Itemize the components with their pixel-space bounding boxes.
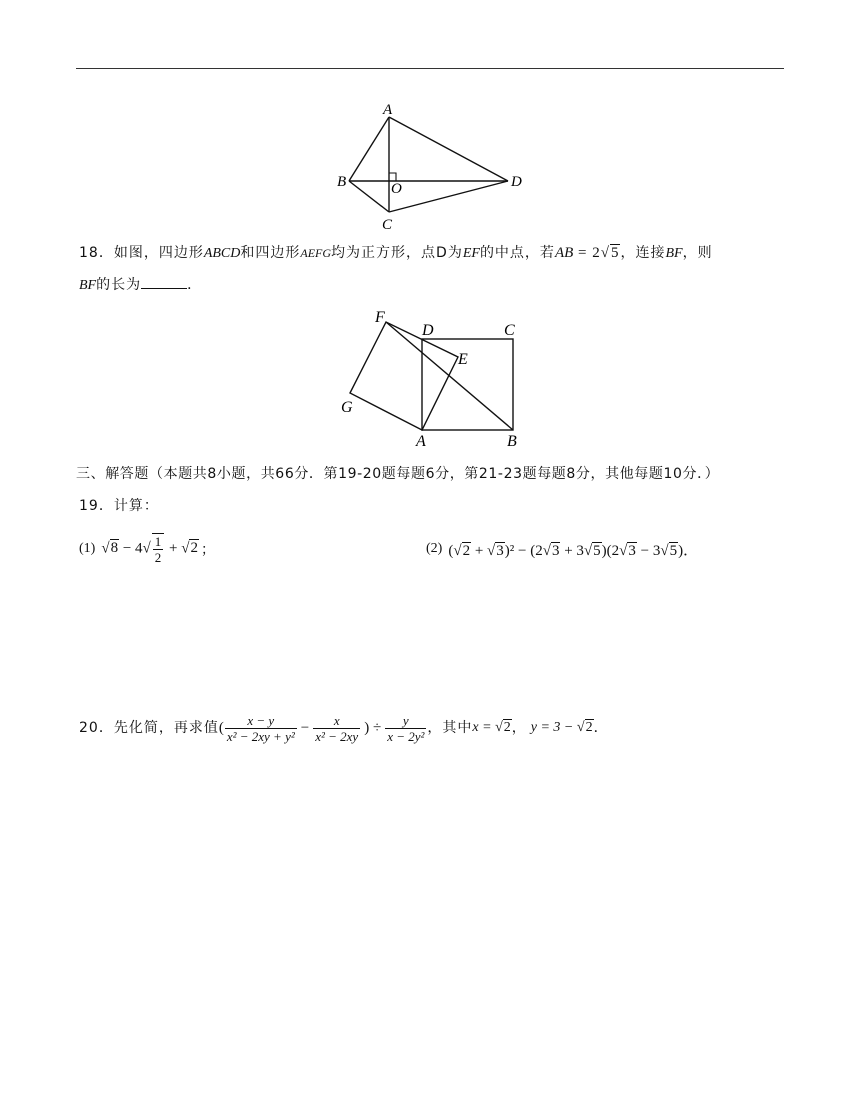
label-e: E xyxy=(458,351,468,368)
frac-denominator: 2 xyxy=(154,550,162,565)
frac-numerator: y xyxy=(402,712,409,728)
radicand: 3 xyxy=(551,542,560,559)
cond-radicand: 5 xyxy=(610,245,620,261)
fraction-1 xyxy=(225,713,297,744)
operator: ) ÷ xyxy=(364,719,382,736)
label-b: B xyxy=(507,433,517,450)
q19-part1 xyxy=(79,534,215,564)
segment-ab xyxy=(349,117,389,181)
radicand: 2 xyxy=(503,720,511,735)
q18-var-abcd: ABCD xyxy=(203,246,241,261)
right-angle-mark xyxy=(389,173,396,181)
part-label: (1) xyxy=(79,541,96,556)
header-rule xyxy=(76,68,784,69)
question-18-line2 xyxy=(79,276,202,295)
q18-var-bf: BF xyxy=(79,278,97,293)
paren: ( xyxy=(218,719,224,736)
cond-lhs: AB xyxy=(554,245,574,261)
q20-y-value: y = 3 − √2 xyxy=(530,720,593,735)
q19-part2 xyxy=(426,534,698,564)
q19-p2-expression: (√2 + √3)² − (2√3 + 3√5)(2√3 − 3√5)． xyxy=(448,542,699,559)
radicand: 5 xyxy=(669,542,678,559)
operator: − 4 xyxy=(122,540,143,557)
figure-kite-abcd xyxy=(330,98,530,234)
x-equals: x = xyxy=(472,720,496,735)
label-o: O xyxy=(391,181,402,197)
radicand: 3 xyxy=(496,542,504,559)
q18-condition: AB = 2√5 xyxy=(554,245,620,261)
q18-var-aefg: AEFG xyxy=(300,246,332,260)
frac-numerator: x xyxy=(333,712,340,728)
operator: + xyxy=(169,540,178,557)
radicand: 8 xyxy=(110,540,119,557)
paren-squared: )² xyxy=(504,542,515,559)
punct: ， xyxy=(511,720,527,736)
fraction-3 xyxy=(385,713,426,744)
operator: − xyxy=(300,719,310,736)
radical-fraction xyxy=(152,533,165,565)
label-c: C xyxy=(504,322,515,339)
operator: − 3 xyxy=(640,542,661,559)
operator: + 3 xyxy=(564,542,584,559)
question-18-line1 xyxy=(79,244,713,263)
q18-text: ． xyxy=(187,277,203,293)
radicand: 3 xyxy=(628,542,636,559)
label-d: D xyxy=(511,174,522,190)
q18-text: ，连接 xyxy=(620,245,666,261)
q18-text: 和四边形 xyxy=(240,245,301,261)
radicand: 2 xyxy=(585,720,593,735)
part-label: (2) xyxy=(426,541,443,556)
segment-fb xyxy=(386,322,513,430)
radicand: 2 xyxy=(462,542,471,559)
fraction-2 xyxy=(313,713,360,744)
label-b: B xyxy=(337,174,347,190)
frac-numerator: x − y xyxy=(247,712,275,728)
frac-denominator: x − 2y² xyxy=(387,728,425,744)
q18-text: 如图，四边形 xyxy=(113,245,204,261)
segment-cd xyxy=(389,181,508,212)
punct: ． xyxy=(593,720,609,736)
q18-text: 的中点，若 xyxy=(479,245,555,261)
segment-ad xyxy=(389,117,508,181)
paren: ( xyxy=(448,542,454,559)
y-equals: y = 3 − xyxy=(530,720,577,735)
q20-x-value: x = √2 xyxy=(472,720,511,735)
punct: ； xyxy=(200,542,215,558)
q18-var-ef: EF xyxy=(462,246,480,261)
question-number: 18． xyxy=(79,245,114,261)
frac-denominator: x² − 2xy xyxy=(315,728,359,744)
q18-text: ，则 xyxy=(682,245,713,261)
q18-text: 均为正方形，点D为 xyxy=(331,245,463,261)
label-g: G xyxy=(341,399,353,416)
operator: − (2 xyxy=(518,542,543,559)
answer-blank[interactable] xyxy=(141,276,187,289)
question-20 xyxy=(79,708,609,748)
radicand: 2 xyxy=(190,540,198,557)
q20-text: ，其中 xyxy=(427,720,473,736)
q20-expression xyxy=(219,713,428,744)
paren-end: )． xyxy=(678,542,699,559)
frac-numerator: 1 xyxy=(154,534,162,549)
section-3-heading: 三、解答题（本题共8小题，共66分．第19-20题每题6分，第21-23题每题8分，其他每题10分．） xyxy=(76,466,720,482)
figure-two-squares xyxy=(330,305,530,453)
label-a: A xyxy=(416,433,426,450)
paren: )(2 xyxy=(601,542,620,559)
q19-p1-expression: √8 − 4√ $\frac{1}{2}$ + √2 xyxy=(101,534,198,565)
radicand: 5 xyxy=(593,542,601,559)
label-a: A xyxy=(383,102,393,118)
question-number: 20．先化简，再求值 xyxy=(79,720,219,736)
segment-bc xyxy=(349,181,389,212)
question-19: 19．计算： xyxy=(79,498,159,514)
q18-text: 的长为 xyxy=(96,277,142,293)
frac-denominator: x² − 2xy + y² xyxy=(226,728,295,744)
operator: + xyxy=(474,542,484,559)
label-d: D xyxy=(422,322,434,339)
label-c: C xyxy=(382,217,393,233)
q18-var-bf: BF xyxy=(665,246,683,261)
label-f: F xyxy=(375,309,385,326)
cond-eq: = 2 xyxy=(578,245,601,261)
